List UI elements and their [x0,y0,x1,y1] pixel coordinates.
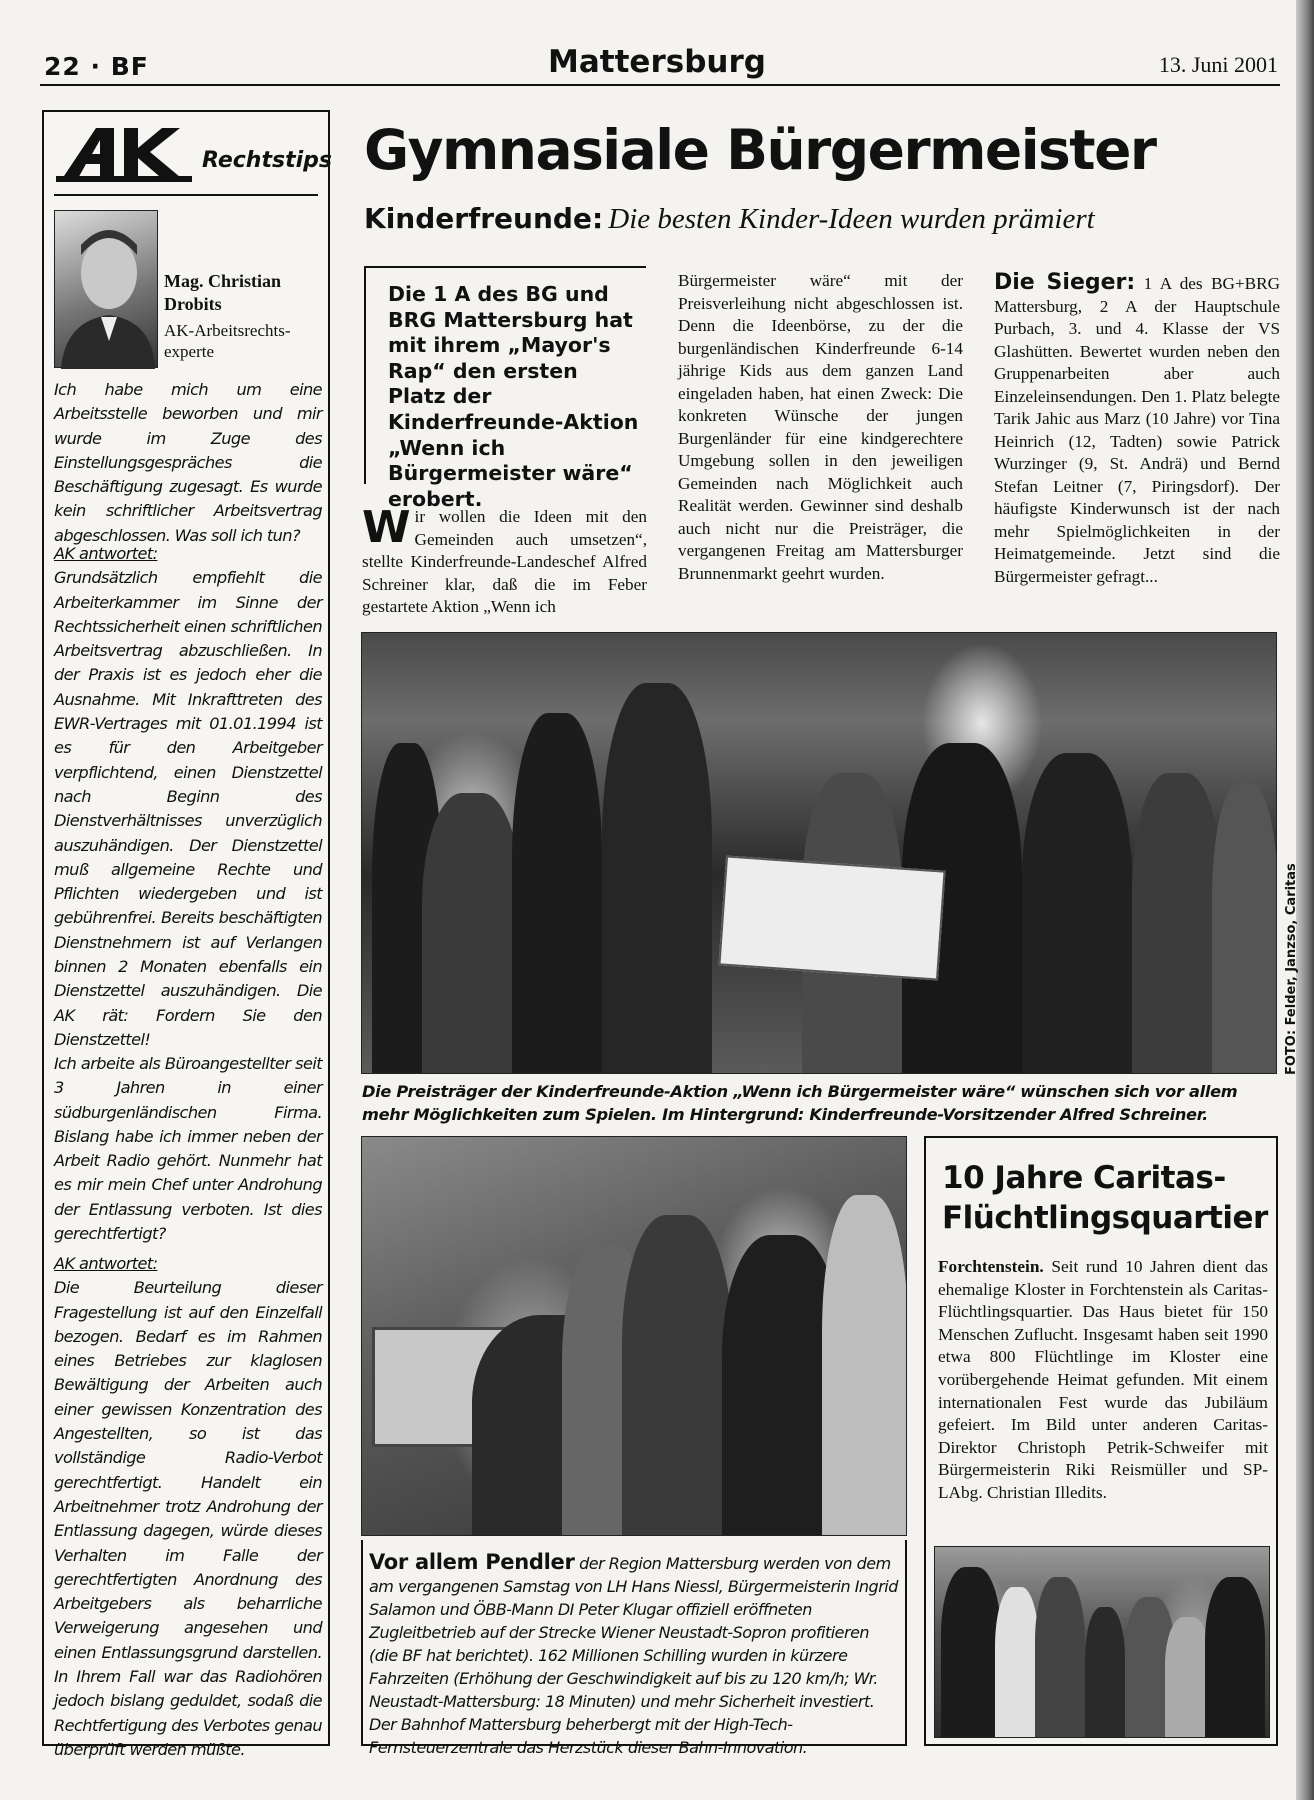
ak-divider [54,194,318,196]
subheadline [364,202,1095,236]
photo-caption: Die Preisträger der Kinderfreunde-Aktion „Wenn ich Bürgermeister wäre“ wünschen sich vor allem mehr Möglichkeiten zum Spielen. Im Hintergrund: Kinderfreunde-Vorsitzender Alfred Schreiner. [362,1082,1238,1124]
page-number: 22 · BF [44,52,149,81]
prize-check [718,855,945,980]
article-column-1 [362,502,647,619]
caritas-kicker: Forchtenstein. [938,1257,1044,1276]
section-title: Mattersburg [548,44,766,80]
caritas-text: Seit rund 10 Jahren dient das ehemalige Kloster in Forchtenstein als Caritas-Flüchtlingsquartier. Das Haus bietet für 150 Menschen Zuflucht. Insgesamt haben seit 1990 etwa 800 Flüchtlinge im Kloster eine vorübergehende Heimat gefunden. Mit einem internationalen Fest wurde das Jubiläum gefeiert. Im Bild unter anderen Caritas-Direktor Christoph Petrik-Schweifer mit Bürgermeisterin Riki Reismüller und SP-LAbg. Christian Illedits. [938,1257,1268,1502]
ak-logo-icon [56,122,196,188]
prize-winners-photo [361,632,1277,1074]
photo-credit: FOTO: Felder, Janzso, Caritas [1284,863,1299,1075]
main-headline: Gymnasiale Bürgermeister [364,118,1156,182]
answer-2-block [54,1252,322,1762]
question-2: Ich arbeite als Büroangestellter seit 3 Jahren in einer südburgenländischen Firma. Bislang habe ich immer neben der Arbeit Radio gehört. Nunmehr hat es mir mein Chef unter Androhung der Entlassung verboten. Ist dies gerechtfertigt? [54,1054,322,1244]
railway-control-photo [361,1136,907,1536]
caritas-body [938,1256,1268,1505]
subheadline-text: Die besten Kinder-Ideen wurden prämiert [608,203,1095,235]
question-1: Ich habe mich um eine Arbeitsstelle beworben und mir wurde im Zuge des Einstellungsgespräches die Beschäftigung zugesagt. Es wurde kein schriftlicher Arbeitsvertrag abgeschlossen. Was soll ich tun? [54,380,322,545]
answer-1-block [54,542,322,1052]
pendler-text: der Region Mattersburg werden von dem am vergangenen Samstag von LH Hans Niessl, Bürgermeisterin Ingrid Salamon und ÖBB-Mann DI Peter Klugar offiziell eröffneten Zugleitbetrieb auf der Strecke Wiener Neustadt-Sopron profitieren (die BF hat berichtet). 162 Millionen Schilling wurden in kürzere Fahrzeiten (Erhöhung der Geschwindigkeit auf bis zu 120 km/h; Wr. Neustadt-Mattersburg: 18 Minuten) und mehr Sicherheit investiert. Der Bahnhof Mattersburg beherbergt mit der High-Tech-Fernsteuerzentrale das Herzstück dieser Bahn-Innovation. [369,1554,898,1757]
intro-text: Die 1 A des BG und BRG Mattersburg hat mit ihrem „Mayor's Rap“ den ersten Platz der Kinderfreunde-Aktion „Wenn ich Bürgermeister wäre“ erobert. [388,282,639,511]
answer-2: Die Beurteilung dieser Fragestellung ist auf den Einzelfall bezogen. Bedarf es im Rahmen eines Betriebes zur klaglosen Bewältigung der Arbeiten auch einer gewissen Konzentration des Angestellten, so ist das vollständige Radio-Verbot gerechtfertigt. Handelt ein Arbeitnehmer trotz Androhung der Entlassung dagegen, würde dieses Verhalten im Falle der gerechtfertigten Anordnung des Arbeitgebers als beharrliche Verweigerung angesehen und einen Entlassungsgrund darstellen. In Ihrem Fall war das Radiohören jedoch bislang geduldet, sodaß die Rechtfertigung des Verbotes genau überprüft werden müßte. [54,1278,322,1759]
author-name: Mag. Christian Drobits [164,271,281,314]
caritas-headline: 10 Jahre Caritas-Flüchtlingsquartier [942,1160,1268,1236]
sieger-kicker: Die Sieger: [994,270,1136,295]
ak-rechtstips-column [42,110,332,1759]
pendler-caption [369,1550,901,1759]
article-column-2: Bürgermeister wäre“ mit der Preisverleihung nicht abgeschlossen ist. Denn die Ideenbörse, zu der die burgenländischen Kinderfreunde 6-14 jährige Kids aus dem ganzen Land eingeladen haben, hat einen Zweck: Die konkreten Wünsche der jungen Burgenländer für eine kindgerechtere Umgebung sollen in den jeweiligen Gemeinden nach Möglichkeit auch Realität werden. Gewinner sind deshalb auch nicht nur die Preisträger, die vergangenen Freitag am Mattersburger Brunnenmarkt geehrt wurden. [678,271,963,583]
caritas-photo [934,1546,1270,1738]
author-portrait [54,210,158,368]
intro-box [364,266,646,511]
issue-date: 13. Juni 2001 [1158,52,1278,77]
sieger-text: 1 A des BG+BRG Mattersburg, 2 A der Hauptschule Purbach, 3. und 4. Klasse der VS Glashütten. Bewertet wurden neben den Gruppenarbeiten aber auch Einzeleinsendungen. Den 1. Platz belegte Tarik Jahic aus Marz (10 Jahre) vor Tina Heinrich (12, Tadten) sowie Patrick Wurzinger (9, St. Andrä) und Bernd Stefan Leitner (7, Piringsdorf). Der häufigste Kinderwunsch ist der nach mehr Spielmöglichkeiten in der Heimatgemeinde. Jetzt sind die Bürgermeister gefragt... [994,274,1280,586]
answer-label-2: AK antwortet: [54,1254,158,1273]
caritas-article [924,1136,1278,1746]
subheadline-kicker: Kinderfreunde: [364,202,604,235]
drop-cap: W [362,502,411,553]
pendler-kicker: Vor allem Pendler [369,1550,575,1574]
pendler-caption-box [361,1540,907,1757]
answer-1: Grundsätzlich empfiehlt die Arbeiterkammer im Sinne der Rechtssicherheit einen schriftlichen Arbeitsvertrag abzuschließen. In der Praxis ist es jedoch eher die Ausnahme. Mit Inkrafttreten des EWR-Vertrages mit 01.01.1994 ist es für den Arbeitgeber verpflichtend, einen Dienstzettel nach Beginn des Dienstverhältnisses unverzüglich auszuhändigen. Der Dienstzettel muß allgemeine Rechte und Pflichten wiedergeben und ist gebührenfrei. Bereits beschäftigten Dienstnehmern ist auf Verlangen binnen 2 Monaten ebenfalls ein Dienstzettel auszuhändigen. Die AK rät: Fordern Sie den Dienstzettel! [54,568,322,1049]
header-divider [40,84,1280,86]
author-role: AK-Arbeitsrechts-experte [164,321,291,361]
article-column-3 [994,270,1280,588]
column-1-text: ir wollen die Ideen mit den Gemeinden auch umsetzen“, stellte Kinderfreunde-Landeschef Alfred Schreiner klar, daß die im Feber gestartete Aktion „Wenn ich [362,507,647,616]
answer-label-1: AK antwortet: [54,544,158,563]
rechtstips-label: Rechtstips [202,148,332,173]
